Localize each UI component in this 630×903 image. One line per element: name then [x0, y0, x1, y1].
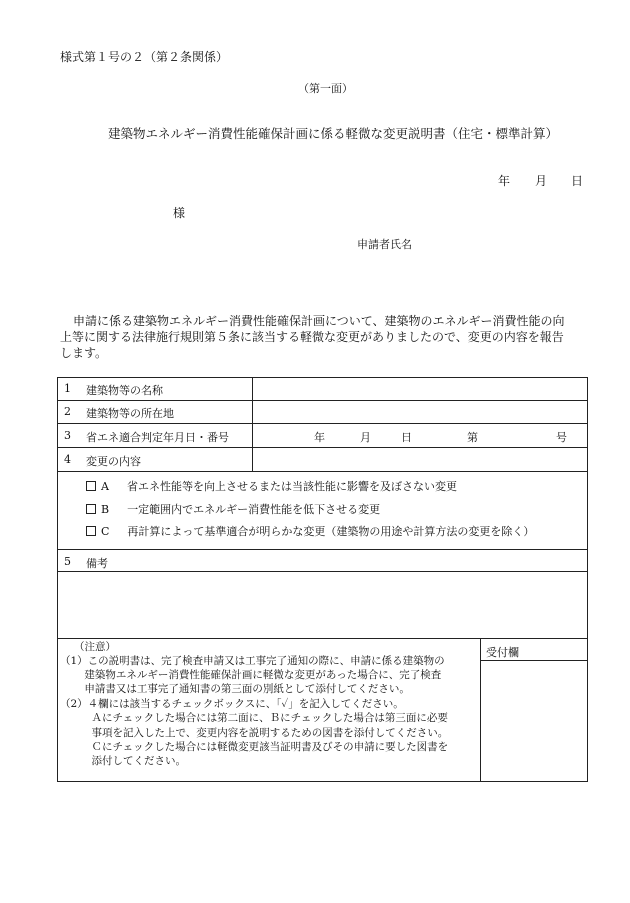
change-type-a-checkbox[interactable] [86, 478, 457, 494]
change-type-b-checkbox[interactable] [86, 501, 380, 517]
note-line: （2）４欄には該当するチェックボックスに、「✓」を記入してください。 [60, 698, 404, 710]
note-line: Ａにチェックした場合には第二面に、Ｂにチェックした場合は第三面に必要 [60, 712, 448, 724]
row1-label: 建築物等の名称 [86, 384, 163, 397]
page-label: （第一面） [298, 82, 353, 95]
row5-label: 備考 [86, 557, 108, 570]
note-line: 建築物エネルギー消費性能確保計画に軽微な変更があった場合に、完了検査 [60, 669, 442, 681]
note-line: 申請書又は工事完了通知書の第三面の別紙として添付してください。 [60, 683, 410, 695]
reception-label: 受付欄 [486, 646, 519, 659]
body-line-1: 申請に係る建築物エネルギー消費性能確保計画について、建築物のエネルギー消費性能の向 [73, 314, 565, 328]
check-text: 一定範囲内でエネルギー消費性能を低下させる変更 [127, 503, 381, 516]
row4-number: 4 [64, 453, 71, 466]
reception-field[interactable] [482, 662, 586, 780]
date-day-label: 日 [571, 174, 584, 188]
body-line-2: 上等に関する法律施行規則第５条に該当する軽微な変更がありましたので、変更の内容を報告 [60, 330, 564, 344]
judgement-dai-label: 第 [467, 431, 478, 444]
check-code: A [101, 480, 109, 493]
row1-number: 1 [64, 382, 71, 395]
check-code: C [101, 525, 110, 538]
addressee-suffix: 様 [173, 206, 186, 220]
note-line: 添付してください。 [60, 755, 186, 767]
judgement-go-label: 号 [556, 431, 567, 444]
row-divider [57, 638, 588, 639]
date-year-label: 年 [498, 174, 511, 188]
reception-divider [480, 660, 588, 661]
check-code: B [101, 503, 110, 516]
column-divider [252, 377, 253, 471]
form-number: 様式第１号の２（第２条関係） [60, 50, 229, 64]
row-divider [57, 423, 588, 424]
row4-label: 変更の内容 [86, 455, 141, 468]
note-line: Ｃにチェックした場合には軽微変更該当証明書及びその申請に要した図書を [60, 741, 449, 753]
row-divider [57, 400, 588, 401]
row2-label: 建築物等の所在地 [86, 407, 174, 420]
row-divider [57, 571, 588, 572]
row3-number: 3 [64, 429, 71, 442]
building-address-field[interactable] [258, 405, 583, 423]
checkbox-square-icon[interactable] [86, 481, 96, 491]
notes-heading: （注意） [74, 641, 116, 653]
remarks-field[interactable] [62, 575, 582, 635]
check-text: 再計算によって基準適合が明らかな変更（建築物の用途や計算方法の変更を除く） [127, 525, 535, 538]
body-line-3: します。 [60, 346, 108, 360]
row5-number: 5 [64, 555, 71, 568]
building-name-field[interactable] [258, 382, 583, 400]
page-title: 建築物エネルギー消費性能確保計画に係る軽微な変更説明書（住宅・標準計算） [108, 126, 559, 141]
row-divider [57, 549, 588, 550]
check-text: 省エネ性能等を向上させるまたは当該性能に影響を及ぼさない変更 [126, 480, 457, 493]
checkbox-square-icon[interactable] [86, 526, 96, 536]
checkbox-square-icon[interactable] [86, 504, 96, 514]
row-divider [57, 447, 588, 448]
row2-number: 2 [64, 405, 71, 418]
reception-column-divider [480, 638, 481, 782]
row-divider [57, 471, 588, 472]
date-month-label: 月 [535, 174, 548, 188]
note-line: （1）この説明書は、完了検査申請又は工事完了通知の際に、申請に係る建築物の [60, 655, 445, 667]
judgement-year-label: 年 [314, 431, 325, 444]
applicant-name-label: 申請者氏名 [357, 238, 412, 251]
note-line: 事項を記入した上で、変更内容を説明するための図書を添付してください。 [60, 727, 449, 739]
change-type-c-checkbox[interactable] [86, 523, 534, 539]
row3-label: 省エネ適合判定年月日・番号 [86, 431, 229, 444]
judgement-day-label: 日 [401, 431, 412, 444]
judgement-month-label: 月 [360, 431, 371, 444]
